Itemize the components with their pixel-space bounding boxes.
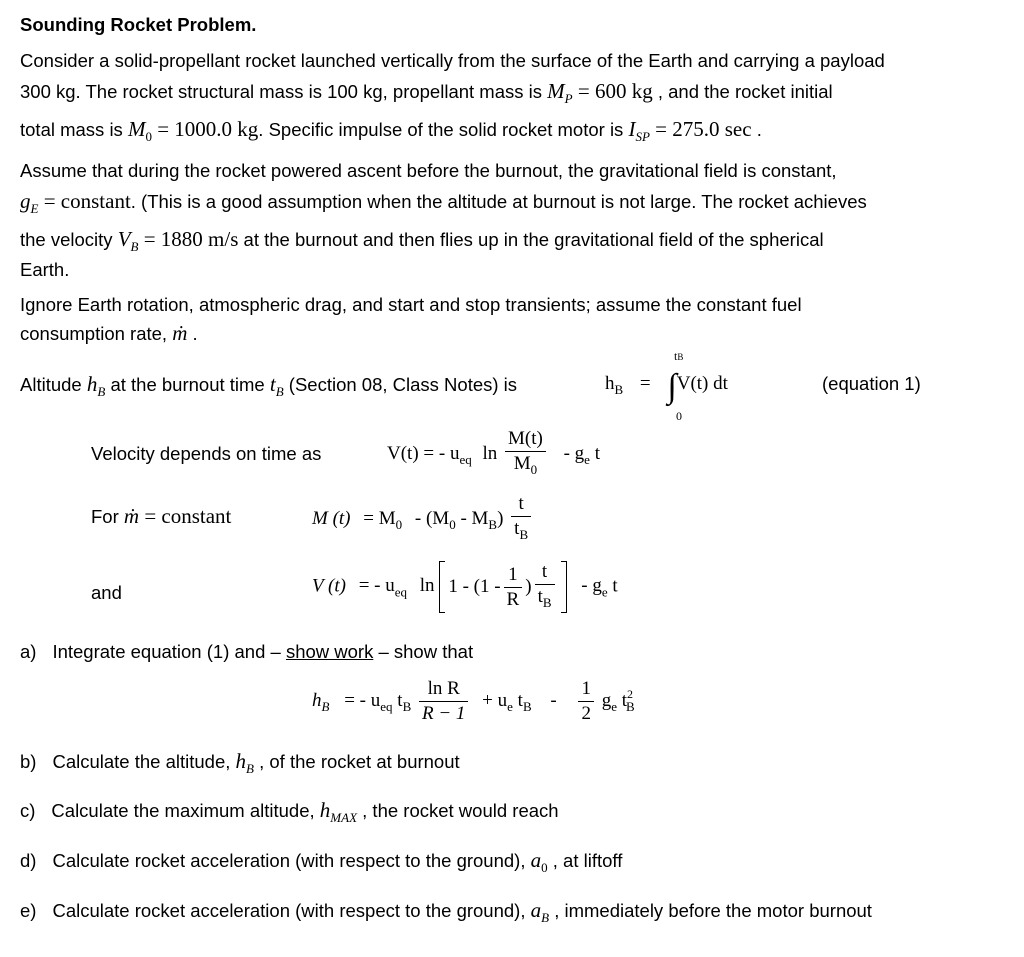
- and-label: and: [91, 582, 122, 603]
- mass-label: For ṁ = constant: [91, 504, 232, 528]
- hb-result-equation: $h_B$ = - $u_{eq}$ $t_B$ $\frac{\text{ln R}}{R - 1}$ + $u_e$ $t_B$ - $\frac{1}{2}$ $g_e$ $t^2_B$: [312, 678, 635, 724]
- p3-line2: consumption rate, ṁ .: [20, 321, 198, 345]
- p2-line2: $g_E$ = constant. (This is a good assumption when the altitude at burnout is not large. The rocket achieves: [20, 189, 867, 216]
- velocity-label: Velocity depends on time as: [91, 443, 322, 464]
- p2-line3: the velocity $V_B = 1880$ m/s at the burnout and then flies up in the gravitational field of the spherical: [20, 227, 824, 254]
- eq1-upper-limit: tB: [674, 349, 684, 363]
- bracket-group: 1 - (1 - $\frac{1}{R}$ ) $\frac{t}{t_B}$: [439, 561, 566, 613]
- question-c: c) Calculate the maximum altitude, $h_{MAX}$ , the rocket would reach: [20, 798, 559, 825]
- page-title: Sounding Rocket Problem.: [20, 14, 257, 35]
- equation-label: (equation 1): [822, 373, 921, 394]
- question-b: b) Calculate the altitude, $h_B$ , of the rocket at burnout: [20, 749, 460, 776]
- question-a: a) Integrate equation (1) and – show work – show that: [20, 641, 474, 662]
- p2-line4: Earth.: [20, 259, 70, 280]
- velocity-r-equation: V (t) = - $u_{eq}$ ln 1 - (1 - $\frac{1}{R}$ ) $\frac{t}{t_B}$ - $g_e$ t: [312, 561, 618, 613]
- eq1-formula: $h_B = \int V(t)$ dt: [605, 368, 728, 405]
- eq1-lower-limit: 0: [676, 409, 682, 423]
- integral-icon: ∫: [667, 368, 677, 405]
- p3-line1: Ignore Earth rotation, atmospheric drag, and start and stop transients; assume the constant fuel: [20, 294, 802, 315]
- eq1-text: Altitude $h_B$ at the burnout time $t_B$ (Section 08, Class Notes) is: [20, 372, 518, 399]
- question-d: d) Calculate rocket acceleration (with respect to the ground), $a_0$ , at liftoff: [20, 848, 623, 875]
- p1-line3: total mass is $M_0 = 1000.0$ kg. Specific impulse of the solid rocket motor is $I_{SP} = 275.0$ sec .: [20, 117, 762, 144]
- question-e: e) Calculate rocket acceleration (with respect to the ground), $a_B$ , immediately before the motor burnout: [20, 898, 872, 925]
- mass-equation: M $(t) = M_0 - (M_0 - M_B)$ $\frac{t}{t_B}$: [312, 493, 534, 546]
- p1-line2: 300 kg. The rocket structural mass is 100 kg, propellant mass is $M_P = 600$ kg , and the rocket initial: [20, 79, 833, 106]
- velocity-equation: V(t) = - $u_{eq}$ ln $\frac{M(t)}{M_0}$ - $g_e$ t: [387, 428, 600, 477]
- p2-line1: Assume that during the rocket powered ascent before the burnout, the gravitational field is constant,: [20, 160, 837, 181]
- p1-line1: Consider a solid-propellant rocket launched vertically from the surface of the Earth and carrying a payload: [20, 50, 885, 71]
